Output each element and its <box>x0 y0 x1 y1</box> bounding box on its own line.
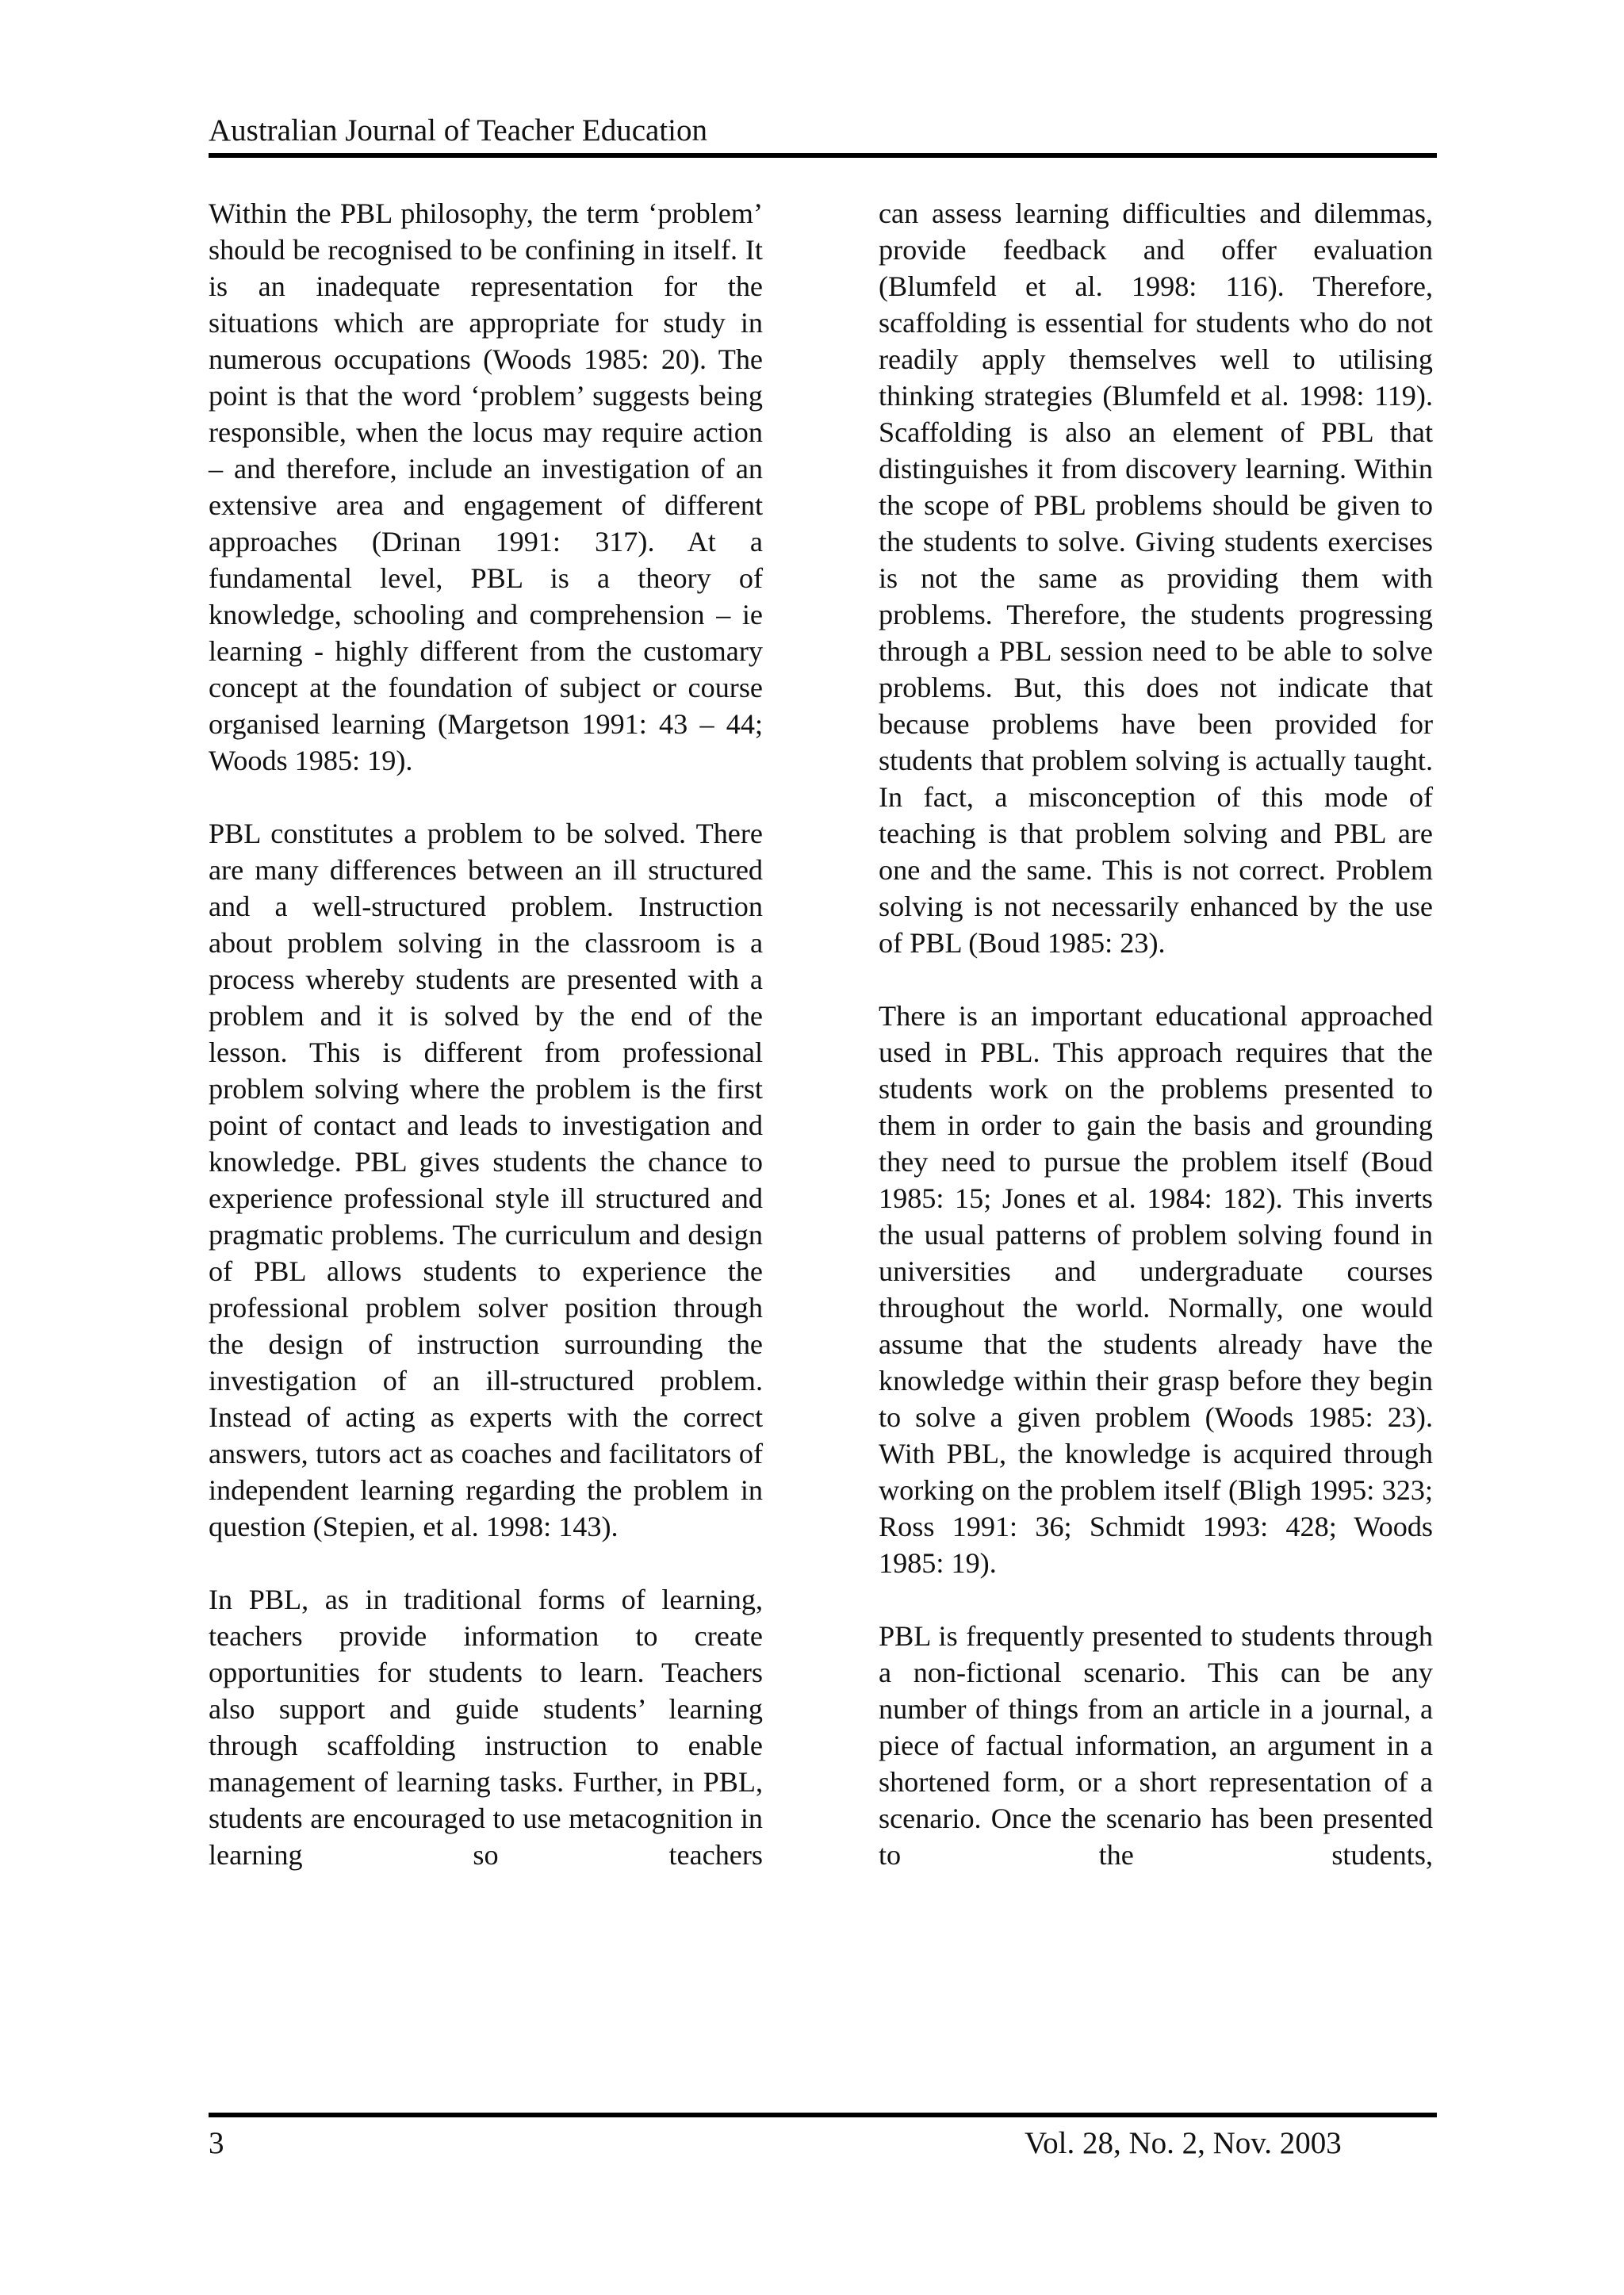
paragraph: PBL constitutes a problem to be solved. There are many differences between an ill structured and a well-structured problem. Instruction about problem solving in the classroom is a process whereby students are presented with a problem and it is solved by the end of the lesson. This is different from professional problem solving where the problem is the first point of contact and leads to investigation and knowledge. PBL gives students the chance to experience professional style ill structured and pragmatic problems. The curriculum and design of PBL allows students to experience the professional problem solver position through the design of instruction surrounding the investigation of an ill-structured problem. Instead of acting as experts with the correct answers, tutors act as coaches and facilitators of independent learning regarding the problem in question (Stepien, et al. 1998: 143). <box>209 818 763 1542</box>
issue-info: Vol. 28, No. 2, Nov. 2003 <box>1025 2126 1342 2160</box>
page-number: 3 <box>209 2126 224 2160</box>
header-rule <box>209 153 1437 158</box>
right-column <box>879 195 1433 1873</box>
paragraph: can assess learning difficulties and dilemmas, provide feedback and offer evaluation (Blumfeld et al. 1998: 116). Therefore, scaffolding is essential for students who do not readily apply themselves well to utilising thinking strategies (Blumfeld et al. 1998: 119). Scaffolding is also an element of PBL that distinguishes it from discovery learning. Within the scope of PBL problems should be given to the students to solve. Giving students exercises is not the same as providing them with problems. Therefore, the students progressing through a PBL session need to be able to solve problems. But, this does not indicate that because problems have been provided for students that problem solving is actually taught. In fact, a misconception of this mode of teaching is that problem solving and PBL are one and the same. This is not correct. Problem solving is not necessarily enhanced by the use of PBL (Boud 1985: 23). <box>879 197 1433 959</box>
paragraph: In PBL, as in traditional forms of learning, teachers provide information to create opportunities for students to learn. Teachers also support and guide students’ learning through scaffolding instruction to enable management of learning tasks. Further, in PBL, students are encouraged to use metacognition in learning so teachers <box>209 1584 763 1871</box>
journal-title: Australian Journal of Teacher Education <box>209 113 707 148</box>
paragraph: Within the PBL philosophy, the term ‘problem’ should be recognised to be confining in itself. It is an inadequate representation for the situations which are appropriate for study in numerous occupations (Woods 1985: 20). The point is that the word ‘problem’ suggests being responsible, when the locus may require action – and therefore, include an investigation of an extensive area and engagement of different approaches (Drinan 1991: 317). At a fundamental level, PBL is a theory of knowledge, schooling and comprehension – ie learning - highly different from the customary concept at the foundation of subject or course organised learning (Margetson 1991: 43 – 44; Woods 1985: 19). <box>209 197 763 776</box>
footer-rule <box>209 2113 1437 2117</box>
paragraph: PBL is frequently presented to students through a non-fictional scenario. This can be any number of things from an article in a journal, a piece of factual information, an argument in a shortened form, or a short representation of a scenario. Once the scenario has been presented to the students, <box>879 1620 1433 1871</box>
paragraph: There is an important educational approached used in PBL. This approach requires that the students work on the problems presented to them in order to gain the basis and grounding they need to pursue the problem itself (Boud 1985: 15; Jones et al. 1984: 182). This inverts the usual patterns of problem solving found in universities and undergraduate courses throughout the world. Normally, one would assume that the students already have the knowledge within their grasp before they begin to solve a given problem (Woods 1985: 23). With PBL, the knowledge is acquired through working on the problem itself (Bligh 1995: 323; Ross 1991: 36; Schmidt 1993: 428; Woods 1985: 19). <box>879 1000 1433 1579</box>
left-column <box>209 195 763 1873</box>
